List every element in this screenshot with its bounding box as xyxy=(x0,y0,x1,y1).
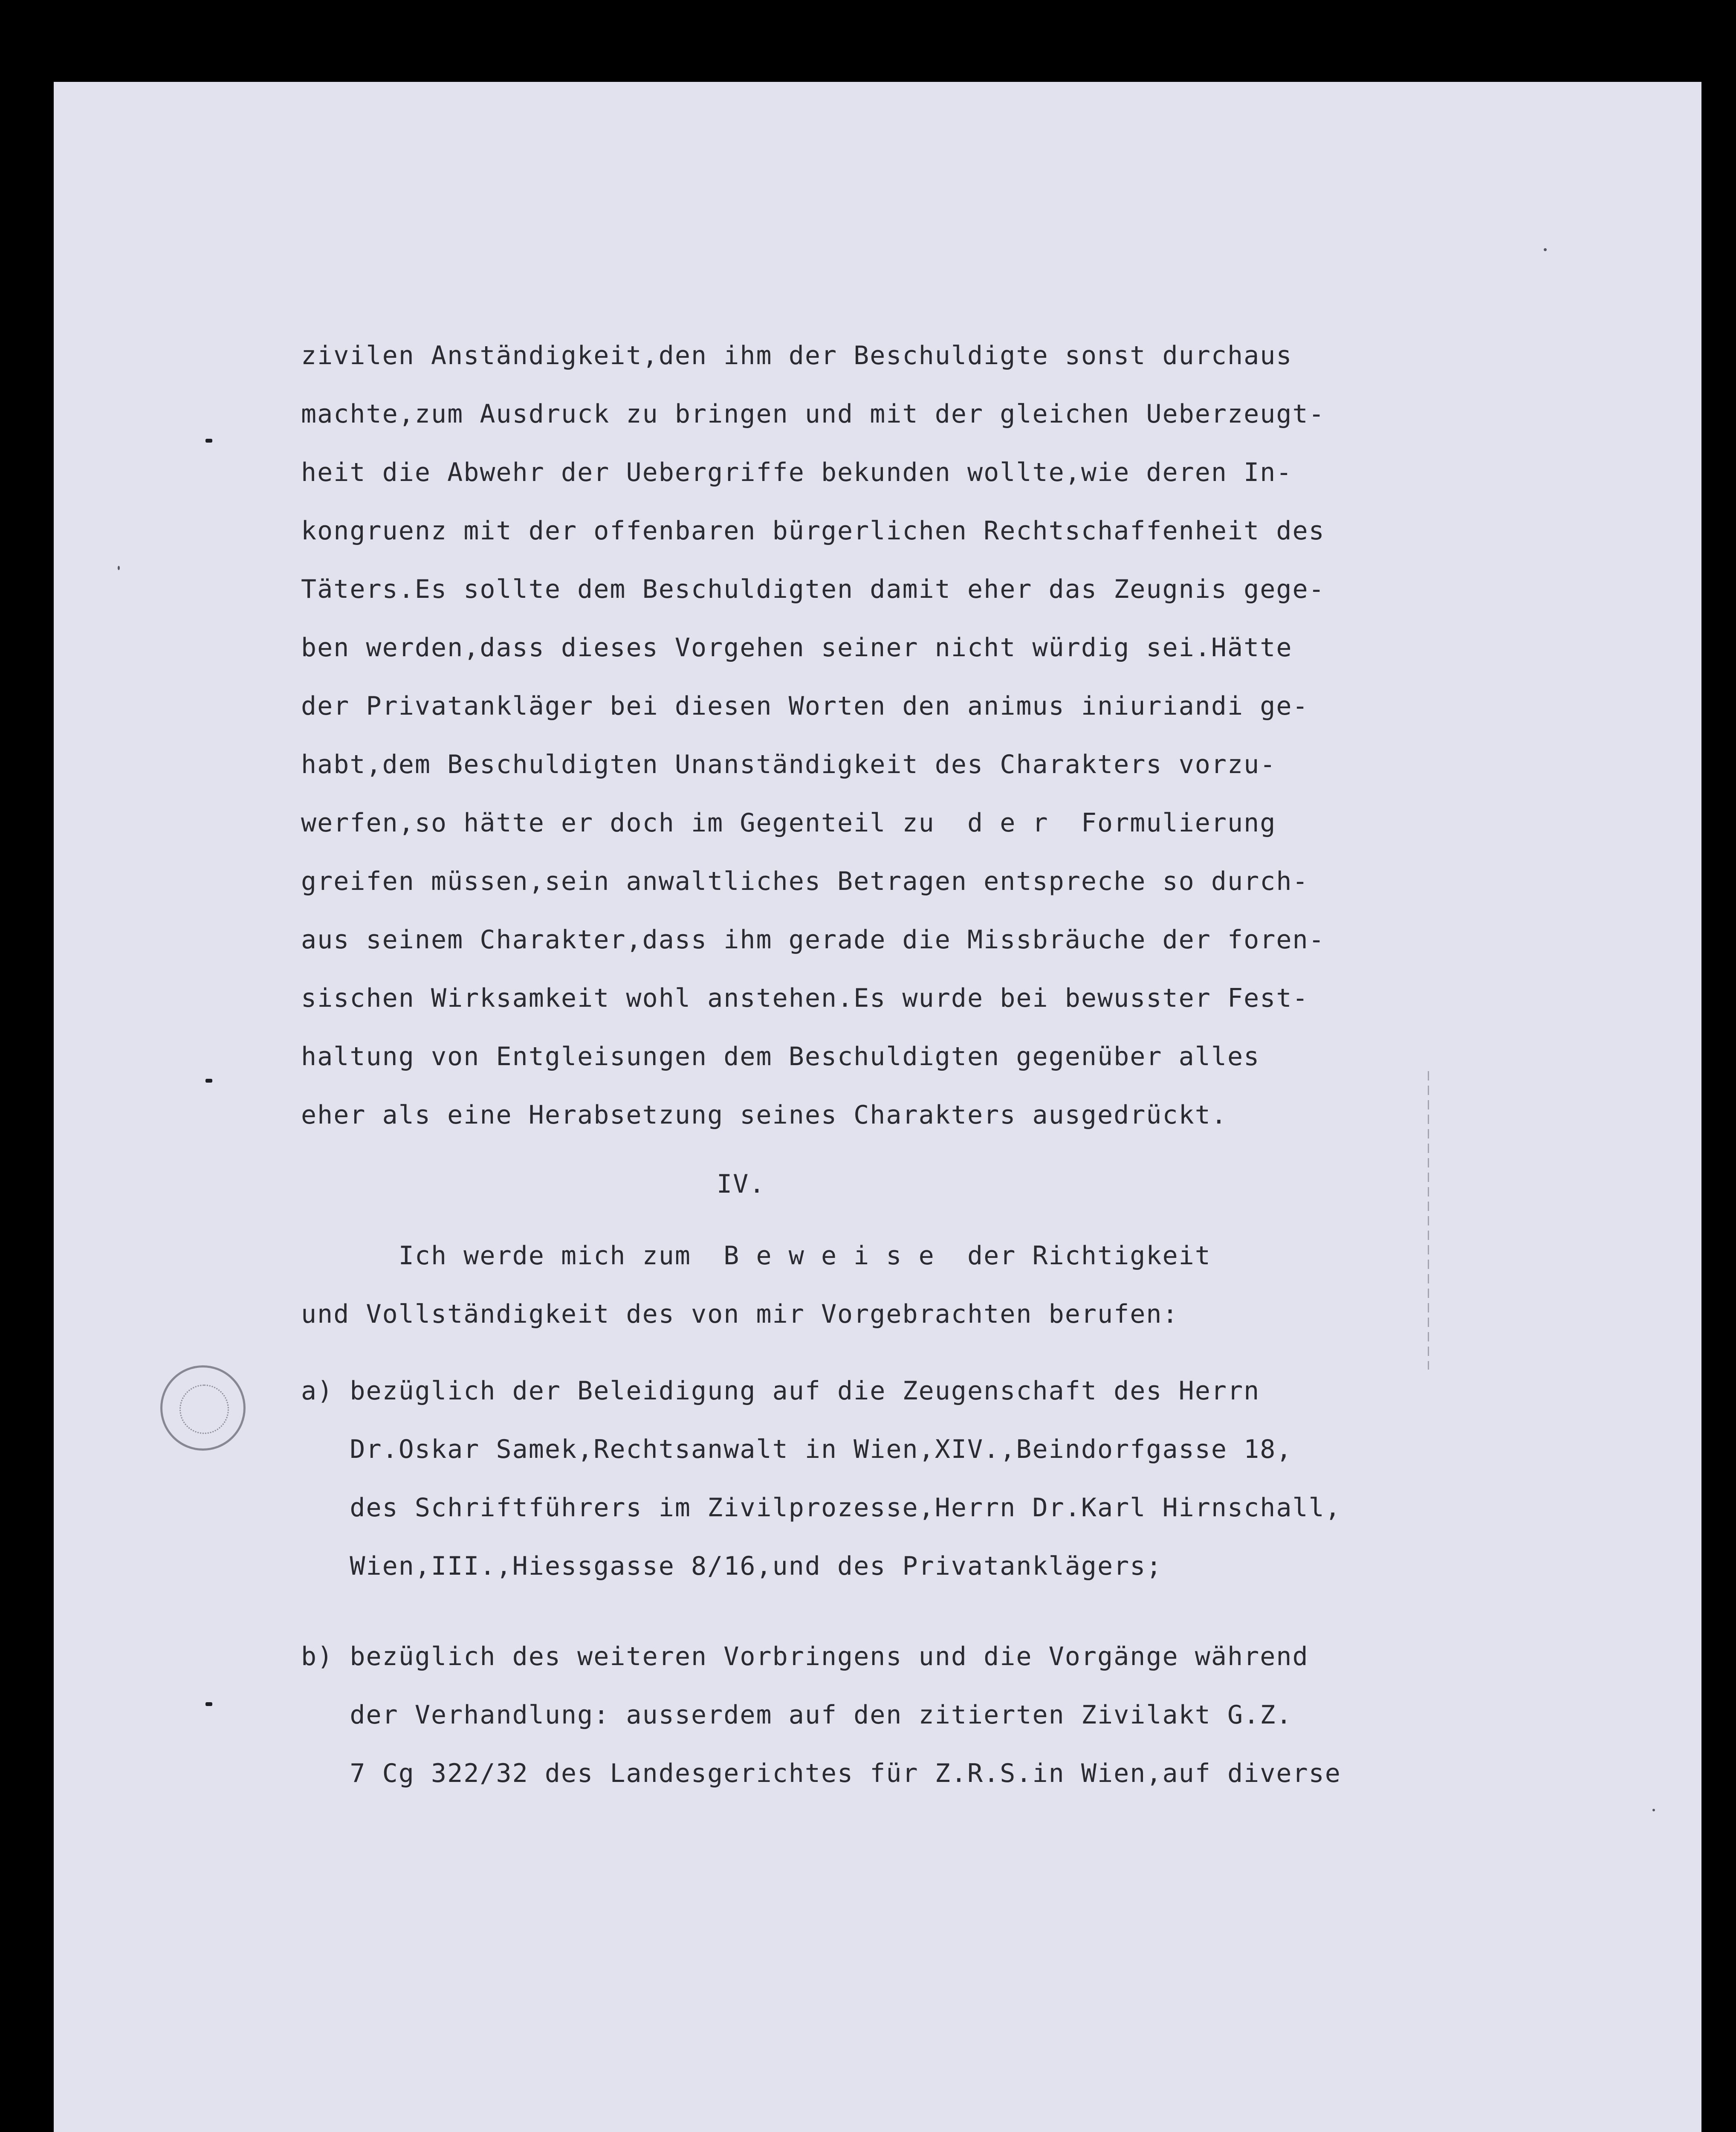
text-line: werfen,so hätte er doch im Gegenteil zu d e r Formulierung xyxy=(301,808,1276,838)
list-item-a xyxy=(301,1376,1341,1581)
text-line: des Schriftführers im Zivilprozesse,Herrn Dr.Karl Hirnschall, xyxy=(301,1493,1341,1523)
speck-icon xyxy=(1652,1809,1655,1811)
text-line: eher als eine Herabsetzung seines Charakters ausgedrückt. xyxy=(301,1100,1228,1130)
text-line: 7 Cg 322/32 des Landesgerichtes für Z.R.S.in Wien,auf diverse xyxy=(301,1758,1341,1788)
punch-mark-icon xyxy=(205,1079,212,1083)
text-line: der Privatankläger bei diesen Worten den animus iniuriandi ge- xyxy=(301,691,1309,721)
text-line: der Verhandlung: ausserdem auf den zitierten Zivilakt G.Z. xyxy=(301,1700,1293,1730)
text-line: sischen Wirksamkeit wohl anstehen.Es wurde bei bewusster Fest- xyxy=(301,983,1309,1013)
list-item-b xyxy=(301,1642,1341,1791)
text-line: zivilen Anständigkeit,den ihm der Beschuldigte sonst durchaus xyxy=(301,341,1293,371)
text-line: machte,zum Ausdruck zu bringen und mit der gleichen Ueberzeugt- xyxy=(301,399,1325,429)
speck-icon xyxy=(1544,248,1547,251)
text-line: Dr.Oskar Samek,Rechtsanwalt in Wien,XIV.,Beindorfgasse 18, xyxy=(301,1434,1293,1464)
document-page xyxy=(54,82,1701,2132)
text-line: kongruenz mit der offenbaren bürgerlichen Rechtschaffenheit des xyxy=(301,516,1325,546)
punch-mark-icon xyxy=(205,1702,212,1706)
paragraph-1 xyxy=(301,341,1325,1130)
text-line: heit die Abwehr der Uebergriffe bekunden wollte,wie deren In- xyxy=(301,458,1293,487)
text-line: aus seinem Charakter,dass ihm gerade die Missbräuche der foren- xyxy=(301,925,1325,955)
text-line: b) bezüglich des weiteren Vorbringens und die Vorgänge während xyxy=(301,1642,1309,1671)
text-line: habt,dem Beschuldigten Unanständigkeit des Charakters vorzu- xyxy=(301,750,1276,779)
text-line: Ich werde mich zum B e w e i s e der Richtigkeit xyxy=(301,1241,1211,1271)
text-line: a) bezüglich der Beleidigung auf die Zeugenschaft des Herrn xyxy=(301,1376,1260,1406)
text-line: Wien,III.,Hiessgasse 8/16,und des Privatanklägers; xyxy=(301,1551,1163,1581)
speck-icon xyxy=(118,566,120,570)
text-line: greifen müssen,sein anwaltliches Betragen entspreche so durch- xyxy=(301,866,1309,896)
text-line: und Vollständigkeit des von mir Vorgebrachten berufen: xyxy=(301,1299,1179,1329)
section-heading: IV. xyxy=(717,1169,766,1199)
punch-mark-icon xyxy=(205,439,212,443)
margin-line xyxy=(1428,1071,1429,1370)
text-line: haltung von Entgleisungen dem Beschuldigten gegenüber alles xyxy=(301,1042,1260,1072)
circular-stamp-icon xyxy=(160,1365,246,1451)
text-line: Täters.Es sollte dem Beschuldigten damit eher das Zeugnis gege- xyxy=(301,574,1325,604)
text-line: ben werden,dass dieses Vorgehen seiner nicht würdig sei.Hätte xyxy=(301,633,1293,663)
paragraph-2 xyxy=(301,1241,1211,1360)
